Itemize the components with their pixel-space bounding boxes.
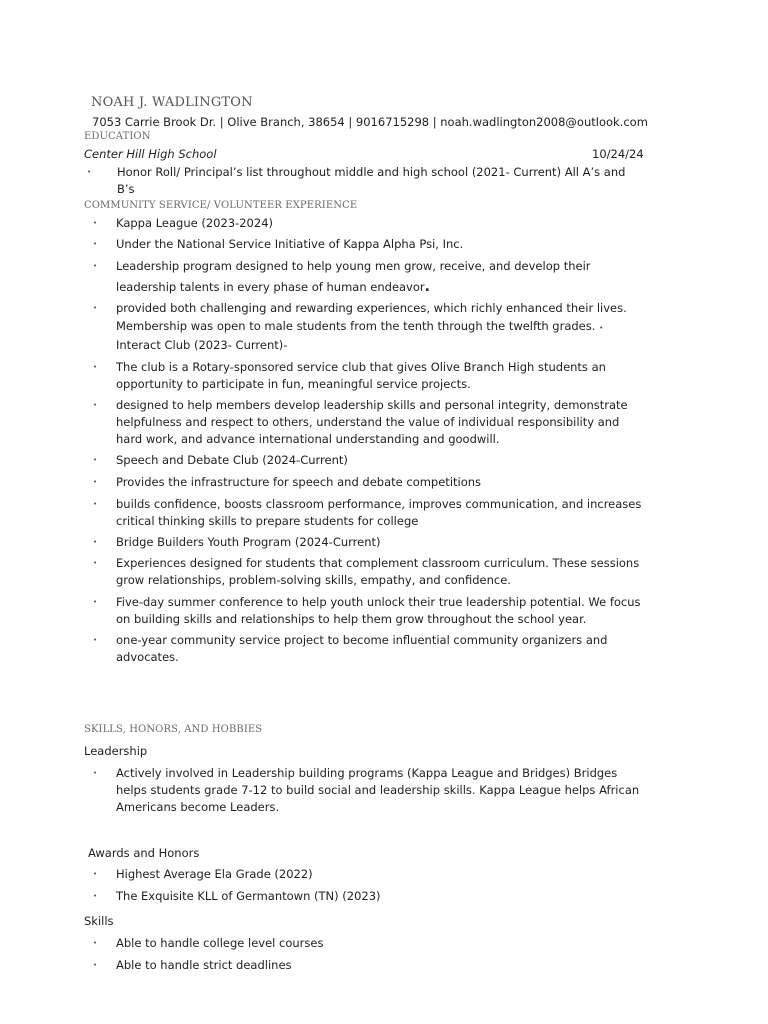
education-date: 10/24/24 [592,147,644,161]
bullet-icon: • [93,456,98,464]
leadership-line-1: Actively involved in Leadership building programs (Kappa League and Bridges) Bridges [116,766,618,780]
leadership-line-3: Americans become Leaders. [116,800,280,814]
school-name: Center Hill High School [84,147,217,161]
rotary-line-2: opportunity to participate in fun, meaningful service projects. [116,377,471,391]
integrity-line-2: helpfulness and respect to others, understand the value of individual responsibility and [116,415,620,429]
service-project-line-1: one-year community service project to become influential community organizers and [116,633,608,647]
bullet-icon: • [93,219,98,227]
service-initiative-item: Under the National Service Initiative of Kappa Alpha Psi, Inc. [116,237,464,251]
integrity-line-3: hard work, and advance international understanding and goodwill. [116,432,500,446]
resume-name: NOAH J. WADLINGTON [91,95,253,110]
curriculum-line-2: grow relationships, problem-solving skills, empathy, and confidence. [116,573,511,587]
bullet-icon: • [93,598,98,606]
bullet-icon: • [93,363,98,371]
bullet-icon: • [93,538,98,546]
leadership-label: Leadership [84,744,148,758]
integrity-line-1: designed to help members develop leadership skills and personal integrity, demonstrate [116,398,628,412]
experience-line-2: Membership was open to male students from the tenth through the twelfth grades. • [116,319,604,333]
honor-roll-line-2: B’s [117,182,135,196]
award-item: The Exquisite KLL of Germantown (TN) (2023) [116,889,381,903]
contact-line: 7053 Carrie Brook Dr. | Olive Branch, 38654 | 9016715298 | noah.wadlington2008@outlook.com [92,115,648,129]
bullet-icon: • [93,559,98,567]
leadership-program-line-1: Leadership program designed to help young men grow, receive, and develop their [116,259,591,273]
bullet-icon: • [93,240,98,248]
bullet-icon: • [93,870,98,878]
bullet-icon: • [93,262,98,270]
infrastructure-item: Provides the infrastructure for speech and debate competitions [116,475,482,489]
service-project-line-2: advocates. [116,650,179,664]
bullet-icon: • [93,304,98,312]
award-item: Highest Average Ela Grade (2022) [116,867,313,881]
bullet-icon: • [93,892,98,900]
bullet-icon: • [93,939,98,947]
kappa-league-item: Kappa League (2023-2024) [116,216,273,230]
bullet-icon: • [93,769,98,777]
speech-debate-item: Speech and Debate Club (2024-Current) [116,453,348,467]
confidence-line-1: builds confidence, boosts classroom performance, improves communication, and increases [116,497,642,511]
leadership-program-line-2: leadership talents in every phase of human endeavor. [116,279,430,295]
summer-conference-line-2: on building skills and relationships to help them grow throughout the school year. [116,612,587,626]
bullet-icon: • [87,168,92,176]
rotary-line-1: The club is a Rotary-sponsored service club that gives Olive Branch High students an [116,360,606,374]
awards-label: Awards and Honors [88,846,200,860]
confidence-line-2: critical thinking skills to prepare students for college [116,514,419,528]
interact-club-item: Interact Club (2023- Current)- [116,338,288,352]
leadership-line-2: helps students grade 7-12 to build social and leadership skills. Kappa League helps African [116,783,640,797]
summer-conference-line-1: Five-day summer conference to help youth unlock their true leadership potential. We focus [116,595,641,609]
bullet-icon: • [93,961,98,969]
bullet-icon: • [93,500,98,508]
skills-label: Skills [84,914,114,928]
bullet-icon: • [93,401,98,409]
experience-line-1: provided both challenging and rewarding experiences, which richly enhanced their lives. [116,301,627,315]
skill-item: Able to handle college level courses [116,936,324,950]
bullet-icon: • [93,636,98,644]
skills-heading: SKILLS, HONORS, AND HOBBIES [84,724,263,735]
education-heading: EDUCATION [84,131,151,142]
honor-roll-line-1: Honor Roll/ Principal’s list throughout middle and high school (2021- Current) All A’s and [117,165,626,179]
community-heading: COMMUNITY SERVICE/ VOLUNTEER EXPERIENCE [84,200,358,211]
bullet-icon: • [93,478,98,486]
bridge-builders-item: Bridge Builders Youth Program (2024-Current) [116,535,381,549]
bullet-icon: • [599,324,604,332]
skill-item: Able to handle strict deadlines [116,958,292,972]
curriculum-line-1: Experiences designed for students that complement classroom curriculum. These sessions [116,556,640,570]
